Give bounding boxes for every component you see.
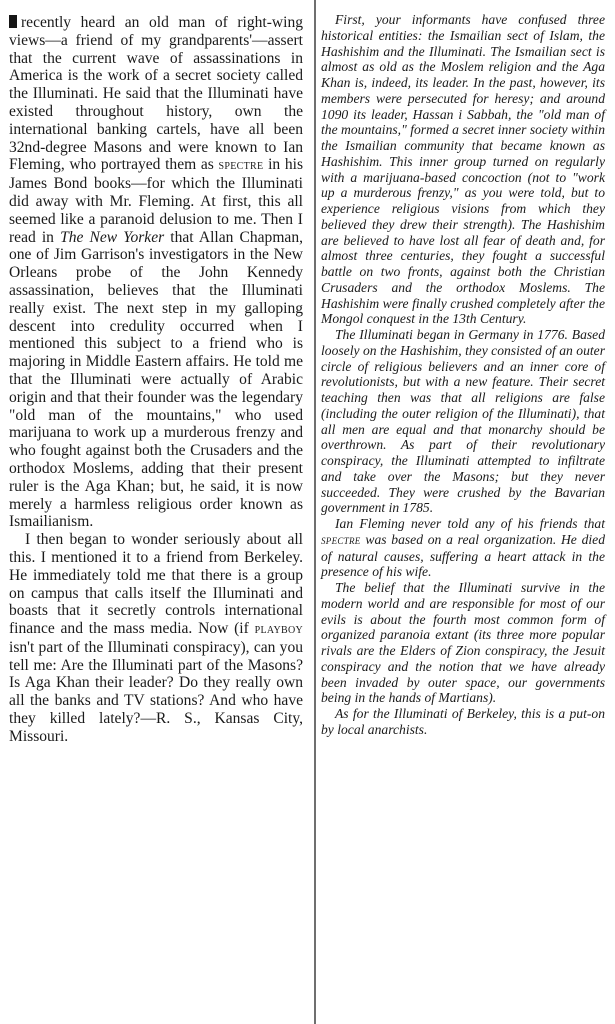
letter-p1-text-b: in his James Bond books—for which the Illuminati did away with Mr. Fleming. At first, this all seemed like a paranoid delusion to me. Then I read in (9, 156, 303, 246)
letter-p2-text-a: I then began to wonder seriously about all this. I mentioned it to a friend from Berkeley. He immediately told me that there is a group on campus that calls itself the Illuminati and boasts that it secretly controls international finance and the mass media. Now (if (9, 531, 303, 638)
answer-paragraph-1: First, your informants have confused three historical entities: the Ismailian sect of Islam, the Hashishim and the Illuminati. The Ismailian sect is almost as old as the Moslem religion and the Aga Khan is, indeed, its leader. In the past, however, its members were persecuted for heresy; and around 1090 its leader, Hassan i Sabbah, the "old man of the mountains," formed a secret inner society within the Ismailian community that became known as Hashishim. This inner group turned on regularly with a marijuana-based concoction (not to "work up a murderous frenzy," as you were told, but to experience religious visions from which they believed they drew their strength). The Hashishim are believed to have lost all fear of death and, for almost three centuries, they fought a successful battle on two fronts, against both the Christian Crusaders and the orthodox Moslems. The Hashishim were finally crushed completely after the Mongol conquest in the 13th Century. (321, 12, 605, 327)
letter-column (9, 14, 306, 746)
answer-paragraph-5: As for the Illuminati of Berkeley, this is a put-on by local anarchists. (321, 706, 605, 737)
answer-paragraph-2: The Illuminati began in Germany in 1776. Based loosely on the Hashishim, they consisted of an outer circle of religious believers and an inner core of revolutionists, but with a new feature. Their secret teaching then was that all religions are false (including the outer religion of the Illuminati), that all men are equal and that monarchy should be overthrown. As part of their revolutionary conspiracy, the Illuminati attempted to infiltrate and take over the Masons; but they never succeeded. They were crushed by the Bavarian government in 1785. (321, 327, 605, 516)
answer-p3-text-b: was based on a real organization. He died of natural causes, suffering a heart attack in the presence of his wife. (321, 531, 605, 580)
letter-p1-spectre: spectre (218, 158, 264, 174)
answer-column (321, 12, 605, 738)
answer-p3-text-a: Ian Fleming never told any of his friends that (335, 516, 605, 531)
letter-paragraph-1 (9, 14, 303, 531)
column-divider (314, 0, 316, 1024)
letter-p1-text-a: recently heard an old man of right-wing views—a friend of my grandparents'—assert that the current wave of assassinations in America is the work of a secret society called the Illuminati. He said that the Illuminati have existed throughout history, own the international banking cartels, have all been 32nd-degree Masons and were known to Ian Fleming, who portrayed them as (9, 14, 303, 174)
answer-body (321, 12, 605, 738)
letter-paragraph-2 (9, 531, 303, 746)
answer-p3-spectre: spectre (321, 532, 361, 547)
answer-paragraph-4: The belief that the Illuminati survive in the modern world and are responsible for most of our evils is about the fourth most common form of organized paranoia extant (its three more popular rivals are the Elders of Zion conspiracy, the Jesuit conspiracy and the notion that we have already been invaded by outer space, our governments being in the hands of Martians). (321, 580, 605, 706)
letter-p1-magazine-title: The New Yorker (60, 228, 165, 246)
answer-paragraph-3 (321, 516, 605, 580)
drop-cap-mark (9, 15, 17, 28)
letter-p2-text-b: isn't part of the Illuminati conspiracy), can you tell me: Are the Illuminati part of the Masons? Is Aga Khan their leader? Do they really own all the banks and TV stations? And who have they killed lately?—R. S., Kansas City, Missouri. (9, 638, 303, 745)
letter-p1-text-c: that Allan Chapman, one of Jim Garrison's investigators in the New Orleans probe of the John Kennedy assassination, believes that the Illuminati really exist. The next step in my galloping descent into credulity occurred when I mentioned this subject to a friend who is majoring in Middle Eastern affairs. He told me that the Illuminati were actually of Arabic origin and that their founder was the legendary "old man of the mountains," who used marijuana to work up a murderous frenzy and who fought against both the Crusaders and the orthodox Moslems, adding that their present ruler is the Aga Khan; but, he said, it is now merely a harmless religious order known as Ismailianism. (9, 228, 303, 531)
letter-p2-playboy: playboy (254, 622, 303, 638)
